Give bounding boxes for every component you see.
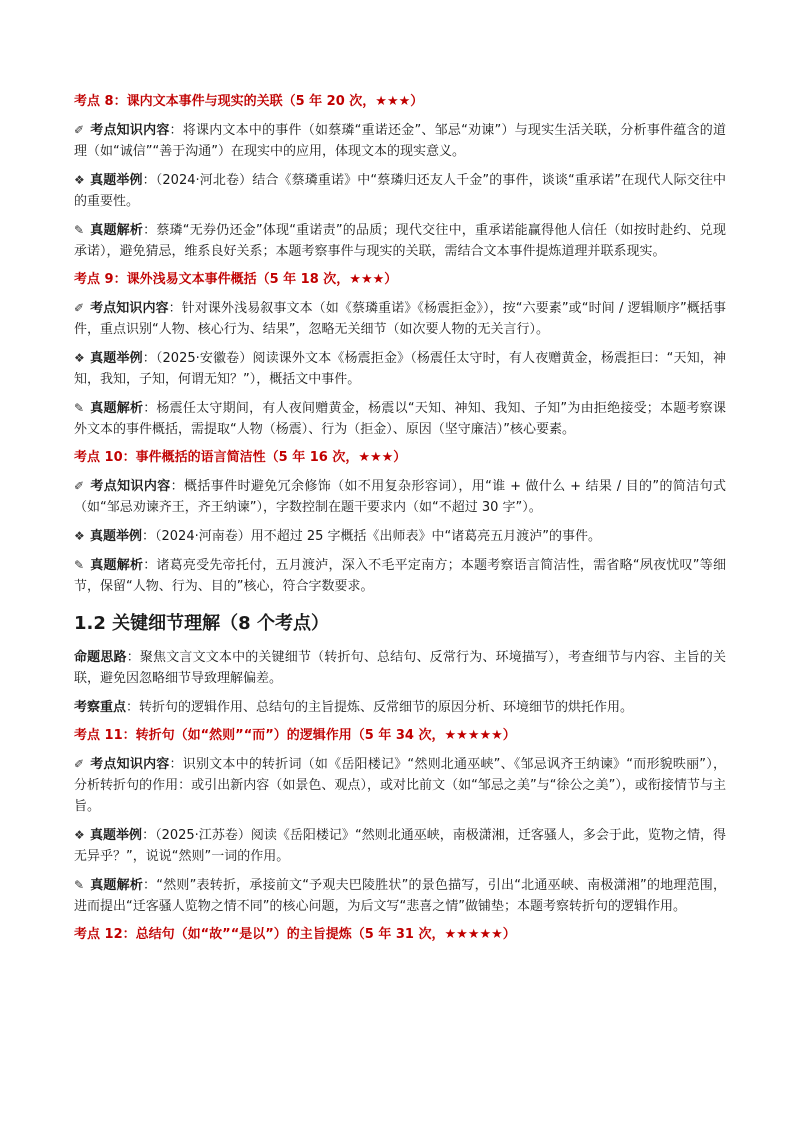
diamond-icon: ❖ xyxy=(74,828,85,842)
pencil-icon: ✐ xyxy=(74,479,85,493)
pen-icon: ✎ xyxy=(74,558,85,572)
kaodian-10-knowledge xyxy=(74,476,726,518)
focus-text: ：转折句的逻辑作用、总结句的主旨提炼、反常细节的原因分析、环境细节的烘托作用。 xyxy=(126,700,634,715)
pen-icon: ✎ xyxy=(74,401,85,415)
section-title: 1.2 关键细节理解（8 个考点） xyxy=(74,613,329,634)
kaodian-11-heading: 考点 11：转折句（如“然则”“而”）的逻辑作用（5 年 34 次，★★★★★） xyxy=(74,728,516,743)
kaodian-11-analysis xyxy=(74,875,726,917)
kaodian-11-knowledge xyxy=(74,754,726,817)
kaodian-10-heading: 考点 10：事件概括的语言简洁性（5 年 16 次，★★★） xyxy=(74,450,407,465)
kaodian-10-example xyxy=(74,526,726,547)
example-text: ：（2025·安徽卷）阅读课外文本《杨震拒金》（杨震任太守时，有人夜赠黄金，杨震拒曰：“天知，神知，我知，子知，何谓无知？”），概括文中事件。 xyxy=(74,351,726,387)
kaodian-9-heading: 考点 9：课外浅易文本事件概括（5 年 18 次，★★★） xyxy=(74,272,398,287)
proposition-idea xyxy=(74,647,726,689)
pencil-icon: ✐ xyxy=(74,301,85,315)
kaodian-8-analysis xyxy=(74,220,726,262)
analysis-label: 真题解析 xyxy=(90,401,144,416)
example-label: 真题举例 xyxy=(90,351,143,366)
kaodian-9-analysis xyxy=(74,398,726,440)
knowledge-label: 考点知识内容 xyxy=(90,123,170,138)
analysis-label: 真题解析 xyxy=(90,558,144,573)
knowledge-label: 考点知识内容 xyxy=(90,757,170,772)
example-text: ：（2024·河北卷）结合《蔡璘重诺》中“蔡璘归还友人千金”的事件，谈谈“重承诺”在现代人际交往中的重要性。 xyxy=(74,173,726,209)
example-label: 真题举例 xyxy=(90,173,143,188)
kaodian-8-heading: 考点 8：课内文本事件与现实的关联（5 年 20 次，★★★） xyxy=(74,94,424,109)
pen-icon: ✎ xyxy=(74,223,85,237)
kaodian-9-example xyxy=(74,348,726,390)
diamond-icon: ❖ xyxy=(74,173,85,187)
kaodian-12-heading: 考点 12：总结句（如“故”“是以”）的主旨提炼（5 年 31 次，★★★★★） xyxy=(74,927,516,942)
kaodian-11-example xyxy=(74,825,726,867)
kaodian-10-analysis xyxy=(74,555,726,597)
analysis-text: ：诸葛亮受先帝托付，五月渡泸，深入不毛平定南方；本题考察语言简洁性，需省略“夙夜忧叹”等细节，保留“人物、行为、目的”核心，符合字数要求。 xyxy=(74,558,726,594)
kaodian-9-knowledge xyxy=(74,298,726,340)
pencil-icon: ✐ xyxy=(74,757,85,771)
example-label: 真题举例 xyxy=(90,529,143,544)
idea-text: ：聚焦文言文文本中的关键细节（转折句、总结句、反常行为、环境描写），考查细节与内容、主旨的关联，避免因忽略细节导致理解偏差。 xyxy=(74,650,726,686)
diamond-icon: ❖ xyxy=(74,529,85,543)
pencil-icon: ✐ xyxy=(74,123,85,137)
knowledge-text: ：将课内文本中的事件（如蔡璘“重诺还金”、邹忌“劝谏”）与现实生活关联，分析事件蕴含的道理（如“诚信”“善于沟通”）在现实中的应用，体现文本的现实意义。 xyxy=(74,123,726,159)
document-page xyxy=(74,92,726,953)
example-label: 真题举例 xyxy=(90,828,143,843)
kaodian-8-example xyxy=(74,170,726,212)
knowledge-label: 考点知识内容 xyxy=(90,479,171,494)
analysis-text: ：“然则”表转折，承接前文“予观夫巴陵胜状”的景色描写，引出“北通巫峡、南极潇湘”的地理范围，进而提出“迁客骚人览物之情不同”的核心问题，为后文写“悲喜之情”做铺垫；本题考察转折句的逻辑作用。 xyxy=(74,878,726,914)
idea-label: 命题思路 xyxy=(74,650,127,665)
kaodian-8-knowledge xyxy=(74,120,726,162)
analysis-label: 真题解析 xyxy=(90,878,144,893)
pen-icon: ✎ xyxy=(74,878,85,892)
analysis-label: 真题解析 xyxy=(90,223,144,238)
knowledge-label: 考点知识内容 xyxy=(90,301,169,316)
knowledge-text: ：识别文本中的转折词（如《岳阳楼记》“然则北通巫峡”、《邹忌讽齐王纳谏》“而形貌昳丽”），分析转折句的作用：或引出新内容（如景色、观点），或对比前文（如“邹忌之美”与“徐公之美”），或衔接情节与主旨。 xyxy=(74,757,726,814)
knowledge-text: ：概括事件时避免冗余修饰（如不用复杂形容词），用“谁 + 做什么 + 结果 / 目的”的简洁句式（如“邹忌劝谏齐王，齐王纳谏”），字数控制在题干要求内（如“不超过 30 字”）。 xyxy=(74,479,726,515)
analysis-text: ：杨震任太守期间，有人夜间赠黄金，杨震以“天知、神知、我知、子知”为由拒绝接受；本题考察课外文本的事件概括，需提取“人物（杨震）、行为（拒金）、原因（坚守廉洁）”核心要素。 xyxy=(74,401,726,437)
example-text: ：（2025·江苏卷）阅读《岳阳楼记》“然则北通巫峡，南极潇湘，迁客骚人，多会于此，览物之情，得无异乎？”，说说“然则”一词的作用。 xyxy=(74,828,726,864)
example-text: ：（2024·河南卷）用不超过 25 字概括《出师表》中“诸葛亮五月渡泸”的事件。 xyxy=(142,529,602,544)
analysis-text: ：蔡璘“无券仍还金”体现“重诺责”的品质；现代交往中，重承诺能赢得他人信任（如按时赴约、兑现承诺），避免猜忌，维系良好关系；本题考察事件与现实的关联，需结合文本事件提炼道理并联系现实。 xyxy=(74,223,726,259)
knowledge-text: ：针对课外浅易叙事文本（如《蔡璘重诺》《杨震拒金》），按“六要素”或“时间 / 逻辑顺序”概括事件，重点识别“人物、核心行为、结果”，忽略无关细节（如次要人物的无关言行）。 xyxy=(74,301,726,337)
focus-label: 考察重点 xyxy=(74,700,127,715)
diamond-icon: ❖ xyxy=(74,351,85,365)
exam-focus xyxy=(74,697,726,718)
